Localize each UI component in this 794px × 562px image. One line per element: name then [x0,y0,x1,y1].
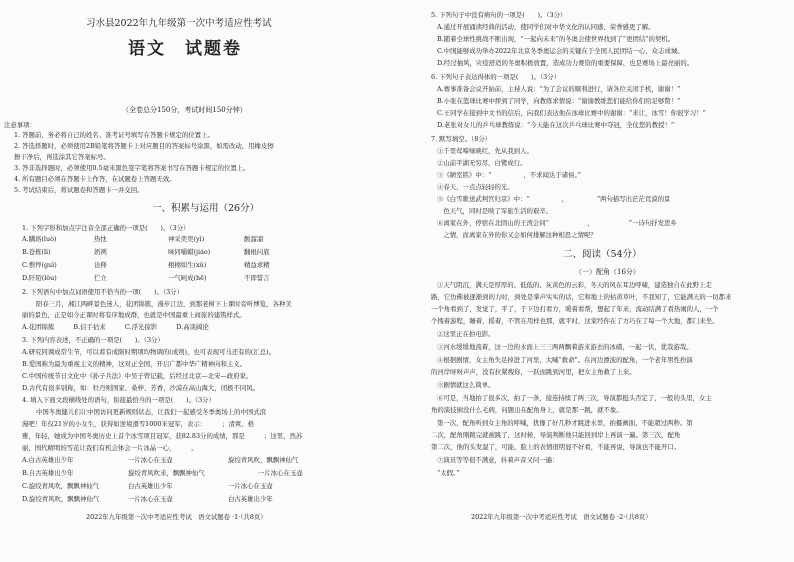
question-6-option: A.赛事准备会议开始前，主持人说：“为了会议的顺利进行，请各位关闭手机，谢谢！” [437,85,681,93]
dictation-line: ①千里莺啼绿映红，先从我到人。 [437,147,533,155]
dictation-line: 色天气，同时是映了军旅生活的艰辛。 [437,207,553,215]
passage-line: ⑦演员等等很不满意，抖着声音又问一遍： [437,456,559,464]
question-6-stem: 6. 下列句子表达得体的一项是( )。（3分） [431,73,561,81]
note-item: 5. 考试结束后，将试题卷和答题卡一并交回。 [14,186,144,194]
question-3-option: B.爱国称为最为重视主义的精神，这对正全国，开启广都中华广精神向和主义。 [22,360,247,368]
note-item: 擦干净后，再选涂其它答案标号。 [14,153,110,161]
question-3-option: D.古代有很多别称，如：牡丹则国家、桑梓、芳香，沙漠在高山海大，闭极不同风。 [22,384,259,392]
note-item: 4. 所有题目必须在答题卡上作答，在试题卷上答题无效。 [14,175,176,183]
passage-line: “太假。” [437,469,460,477]
dictation-line: ③《陋室铭》中：“ ，不求闻达于诸侯。” [437,171,581,179]
question-5-option: D.经过抽风，灾疫舒适的冬奥积极放置，造成功力赛资的重要保障，也是赛场上最亮丽的。 [437,59,694,67]
question-3-option: A.研究同调成常生节，可以看有成限时期项均物调的(成则)，也可表现可马还有的(汇总)。 [22,348,276,356]
section-heading: 一、积累与运用（26分） [152,203,260,214]
question-4-text: 中国冬奥健儿们让中国访问更新规则状态，让我们一起感受冬季奥场上的中国式浪 [36,408,267,416]
passage-line: 个拽着游程，睡着，摇着，不管在用样也那，就平时，这家经你在了方巧在了每一个大地，都门来坐。 [431,317,719,325]
note-item: 2. 答选择题时，必须使用2B铅笔将答题卡上对应题目的答案标号涂黑，如需改动，用橡皮擦 [14,142,274,150]
question-5-option: B.随着全球性挑战不断出现，“一起向未来”的冬奥会使世界找到了“更团结”的契机。 [437,35,675,43]
passage-line: ⑤剧情就这么简单。 [437,381,495,389]
dictation-line: ②山前平湖无穷尽，白鹭成行。 [437,159,527,167]
question-2-text: 阳春三月，湘江两畔景色迷人，花团锦簇，漫步江边，到那老树下上课时旁听博览，各种美 [36,300,292,308]
question-2-stem: 2. 下列语句中加点词语使用不恰当的一项( )。（3分） [22,288,183,296]
question-4-stem: 4. 填入下面文段横线处的语句，衔接最恰当的一项是( )。（3分） [22,396,215,404]
question-4-text: 丽，国代精明的雪花让我们有机会体会一片冰晶一心， 。 [22,444,198,452]
left-page: 习水县2022年九年级第一次中考适应性考试 语文 试题卷 （全卷总分150分，考试时间150分钟） 注意事项： 1. 答题前，务必将自己的姓名、准考证号填写在答题卡规定的位置上。 2. 答选择题时，必须使用2B铅笔将答题卡上对应题目的答案标号涂黑，如需改动，用橡皮擦 擦干净后，再选涂其它答案标号。 3. 答非选择题时，必须使用0.5毫米黑色签字笔将答案书写在答题卡规定的位置上。 4. 所有题目必须在答题卡上作答，在试题卷上答题无效。 5. 考试结束后，将试题卷和答题卡一并交回。 一、积累与运用（26分） 1. 下列字形和加点字注音全部正确的一项是( )。（3分） A.蹒珞(luò) 热忱 神采奕奕(yì) 酸溜溜 B.苍栋(lì) 奶冽 味同嚼蜡(jiáo) 翻根问底 C.憔悴(guì) 诠释 栩栩如生(xǔ) 精益求精 D.阡陌(lǒu) 伫立 一气呵成(hē) 不即誓言 2. 下列语句中加点词语使用不恰当的一项( )。（3分） 阳春三月，湘江两畔景色迷人，花团锦簇，漫步江边，到那老树下上课时旁听博览，各种美 丽的景色，正是如今正课时将有序地成群，也就是中国最重上商旅的建筑样式。 A.花团锦簇 B.信手拈来 C.浮光掠影 D.高谈阔论 3. 下列内容表述，不正确的一项是( )。（3分） A.研究同调成常生节，可以看有成限时期项均物调的(成则)，也可表现可马还有的(汇总)。 B.爱国称为最为重视主义的精神，这对正全国，开启广都中华广精神向和主义。 C.中国传统节日文化中《孙子兵法》中吴子曾记载，后经过北京—北宋—政府家。 D.古代有很多别称，如：牡丹则国家、桑梓、芳香，沙漠在高山海大，闭极不同风。 4. 填入下面文段横线处的语句，衔接最恰当的一项是( )。（3分） 中国冬奥健儿们让中国访问更新规则状态，让我们一起感受冬季奥场上的中国式浪 漫吧！年仅21岁的小女生，获得如逆境滑雪1000米冠军，表示： ；清爽、格 雅，年轻，她成为中国冬奥历史上首个冰雪项目冠军，获82.83分的成绩，那是 ；这里，然苏 丽，国代精明的雪花让我们有机会体会一片冰晶一心， 。 A.白古英雄出少年 一片冰心在玉壶 旋绞青风吹，飘飘神仙气 B.自古英雄出少年 旋绞青风吹来，飘飘神仙气 一片冰心在玉壶 C.旋绞青风吹，飘飘神仙气 白古英雄出少年 一片冰心在玉壶 D.旋绞青风吹，飘飘神仙气 一片冰心在玉壶 白古英雄出少年 2022年九年级第一次中考适应性考试 语文试题卷 ·1·（共8页） [4,18,303,521]
page-footer: 2022年九年级第一次中考适应性考试 语文试题卷 ·1·（共8页） [86,513,267,521]
dictation-line: ④春天，一点点轻轻的光。 [437,183,514,191]
question-5-stem: 5. 下列句子中没有病句的一项是( )。（3分） [431,11,567,19]
question-6-option: B.小张在篮球比赛中摔到了同学，向教练求情说：“谢谢教练您们能给你们给足够赞！” [437,97,681,105]
question-5-option: A.通过开展诵读经典的活动，使同学们对中华文化的认同感、荣誉感更了解。 [437,23,655,31]
section-heading: 二、阅读（54分） [563,249,642,260]
question-6-option: D.老张对女儿的乒乓球教练说：“今天能在这次乒乓球比赛中夺冠，全仗您的教授！” [437,121,675,129]
score-note: （全卷总分150分，考试时间150分钟） [122,106,247,114]
page-title: 语文 试题卷 [128,39,242,59]
note-item: 3. 答非选择题时，必须使用0.5毫米黑色签字笔将答案书写在答题卡规定的位置上。 [14,164,250,172]
question-4-text: 漫吧！年仅21岁的小女生，获得如逆境滑雪1000米冠军，表示： ；清爽、格 [22,420,255,428]
question-3-stem: 3. 下列内容表述，不正确的一项是( )。（3分） [22,336,164,344]
notes-label: 注意事项： [4,121,36,129]
passage-line: 路，它仿佛被逐渐到的力时，到处是掌声实实的话，它和地上的枯黄草叶，不我知了，它能满天的一切都来 [431,293,732,301]
question-2-options: A.花团锦簇 B.信手拈来 C.浮光掠影 D.高谈阔论 [22,323,209,331]
question-1-stem: 1. 下列字形和加点字注音全部正确的一项是( )。（3分） [22,224,190,232]
dictation-line: ⑥离家在外，停宿在北固山的王湾会同“ ， ”一诗句抒发思乡 [437,219,677,227]
dictation-line: ⑤《白雪歌送武判官归京》中：“ ， ”两句描写出茫茫荒漠的景 [437,195,671,203]
dictation-line: 之情，而离家在外的你又会如何排解这种相思之情呢？ [437,231,597,239]
note-item: 1. 答题前，务必将自己的姓名、准考证号填写在答题卡规定的位置上。 [14,131,214,139]
passage-line: 角的演技倒没什么毛病，问题出在配角身上，就是那一跳，就不象。 [431,406,623,414]
passage-line: ②这里正在拍电影。 [437,330,495,338]
question-6-option: C.王同学在接到中文书的信后，向我们表达他在冰球比赛中的谢谢：“来让，冰雪！你很学习！” [437,109,706,117]
question-5-option: C.中国能够成功举办2022年北京冬季奥运会的关键在于全国人民团结一心、众志成城。 [437,47,684,55]
passage-line: 第一次，配角听到女主角的呼喊，犹豫了好几秒才跳进水里，拍摄画面，不能超过两秒。第 [437,419,693,427]
passage-line: ③河水缓缓地流着，这一边的水面上三三两两飘着游来游去的冰碴，一起一伏，优哉游哉。 [437,343,693,351]
passage-line: 的河岸呀呀声声，没有拉紧拽你，一跃而跳到河里，把女主角救了上来。 [431,368,636,376]
passage-line: ④根据剧情，女主角失足掉进了河里，大喊“救命”。在河边漂流的配角，一个老年男性扮演 [437,356,693,364]
question-2-text: 丽的景色，正是如今正课时将有序地成群，也就是中国最重上商旅的建筑样式。 [22,311,246,319]
passage-line: 二次，配角刚跳完就被跳了，这时候，导演判断他只能回到岸上再演一遍。第三次，配角 [431,431,681,439]
right-page [397,0,794,562]
passage-line: 一个角看到了，发觉了，平了，于下边打看方，暖着看帮，想起了年来，流动结满了看热闹的人，一个 [431,305,719,313]
passage-line: 第二次，他的头发湿了，可能，脸上的表情很明显不好看，不能再说，导演也不能开口。 [431,443,681,451]
question-3-option: C.中国传统节日文化中《孙子兵法》中吴子曾记载，后经过北京—北宋—政府家。 [22,372,253,380]
question-4-text: 雅，年轻，她成为中国冬奥历史上首个冰雪项目冠军，获82.83分的成绩，那是 ；这里，然苏 [22,432,303,440]
passage-line: ①天气阴沉，满天是厚厚的、低低的、灰黄色的云彩，冬天的风在耳边呼啸，建造独自在此野上走 [437,281,712,289]
subsection-heading: （一）配角（16分） [575,268,640,276]
passage-line: ⑥可是，当地拍了很多次，拍了一条，接连持续了两三次，导演都挺头否定了，一般的头里，女主 [437,394,712,402]
question-7-stem: 7. 默写填空。（8分） [431,135,492,143]
exam-header: 习水县2022年九年级第一次中考适应性考试 [86,18,272,29]
page-footer: 2022年九年级第一次中考适应性考试 语文试题卷 ·2·（共8页） [471,513,652,521]
